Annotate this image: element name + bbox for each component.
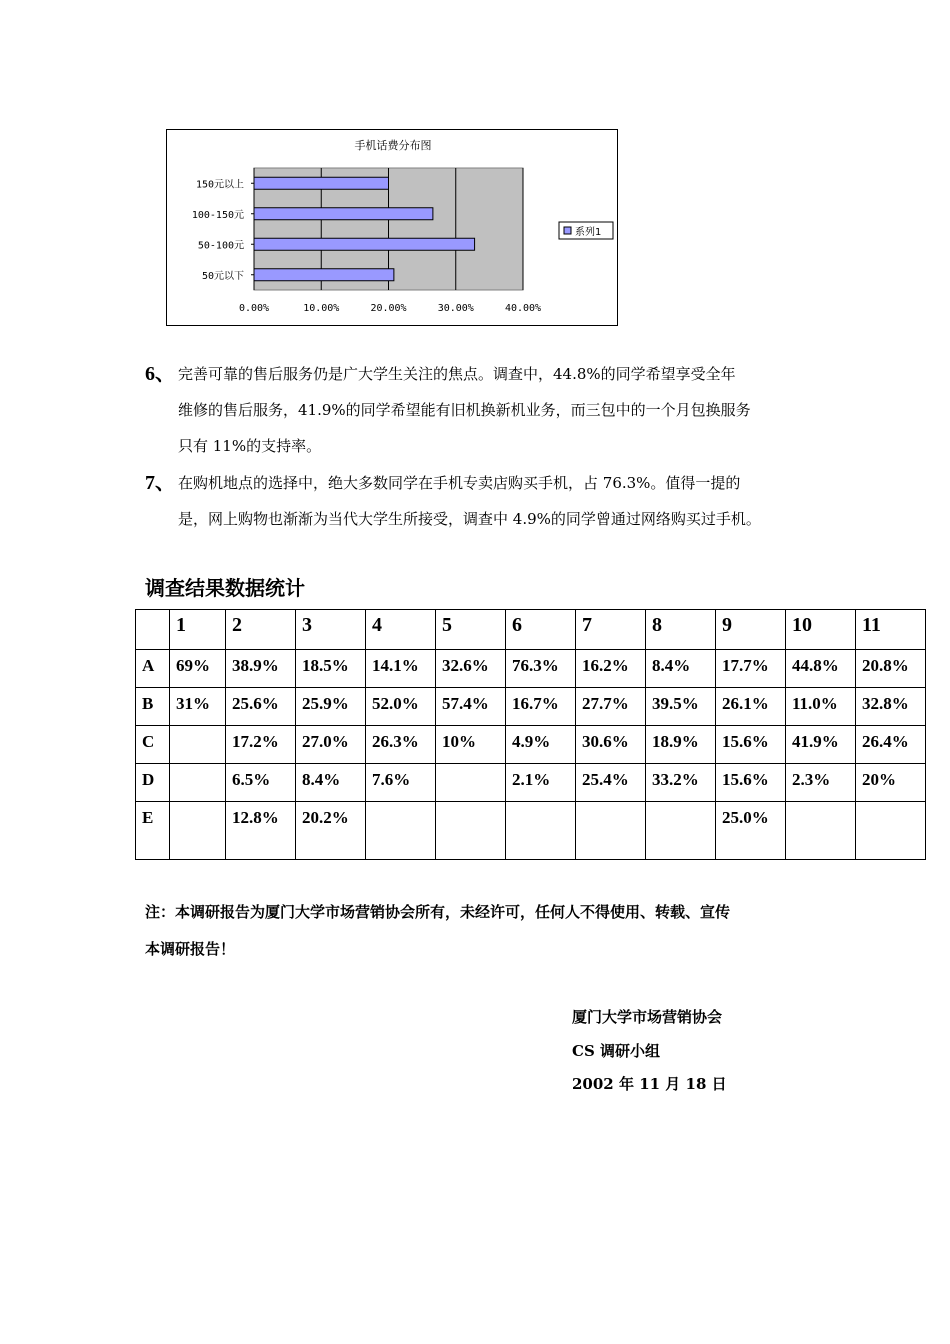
table-cell: 25.4% [576,764,646,802]
table-cell: 25.9% [296,688,366,726]
table-cell: 20.8% [856,650,926,688]
column-header: 4 [366,610,436,650]
table-cell [170,764,226,802]
table-cell: 32.8% [856,688,926,726]
table-row [136,726,926,764]
x-tick-label: 0.00% [238,303,270,314]
column-header: 9 [716,610,786,650]
table-cell: 8.4% [646,650,716,688]
column-header: 2 [226,610,296,650]
column-header [136,610,170,650]
table-cell: 17.2% [226,726,296,764]
table-cell: 15.6% [716,726,786,764]
row-label: C [136,726,170,764]
item-text-line: 维修的售后服务，41.9%的同学希望能有旧机换新机业务，而三包中的一个月包换服务 [178,401,751,419]
item-number: 7、 [145,472,175,494]
table-cell: 69% [170,650,226,688]
table-cell: 33.2% [646,764,716,802]
table-cell: 27.0% [296,726,366,764]
table-cell [170,726,226,764]
table-cell: 30.6% [576,726,646,764]
table-cell: 38.9% [226,650,296,688]
bar [254,269,394,281]
item-text-line: 是，网上购物也渐渐为当代大学生所接受，调查中 4.9%的同学曾通过网络购买过手机。 [178,510,761,528]
signature-org: 厦门大学市场营销协会 [572,1008,723,1026]
table-cell [576,802,646,860]
table-cell [506,802,576,860]
table-cell: 25.0% [716,802,786,860]
table-cell: 6.5% [226,764,296,802]
table-cell: 17.7% [716,650,786,688]
table-cell [436,764,506,802]
table-cell: 31% [170,688,226,726]
table-cell: 44.8% [786,650,856,688]
table-cell: 18.5% [296,650,366,688]
column-header: 5 [436,610,506,650]
table-cell: 26.4% [856,726,926,764]
item-text-line: 完善可靠的售后服务仍是广大学生关注的焦点。调查中，44.8%的同学希望享受全年 [178,365,736,383]
copyright-note-line2: 本调研报告！ [145,940,236,958]
table-row [136,688,926,726]
table-cell [436,802,506,860]
chart-container [166,129,618,326]
row-label: B [136,688,170,726]
item-number: 6、 [145,363,175,385]
stats-table [135,609,926,860]
table-cell: 7.6% [366,764,436,802]
table-cell [366,802,436,860]
column-header: 11 [856,610,926,650]
table-cell: 10% [436,726,506,764]
x-tick-label: 10.00% [303,303,340,314]
table-cell: 11.0% [786,688,856,726]
table-cell: 20% [856,764,926,802]
x-tick-label: 30.00% [437,303,474,314]
table-cell: 32.6% [436,650,506,688]
table-cell: 8.4% [296,764,366,802]
x-tick-label: 40.00% [504,303,542,314]
copyright-note-line1: 注：本调研报告为厦门大学市场营销协会所有，未经许可，任何人不得使用、转载、宣传 [145,903,731,921]
y-tick-label: 150元以上 [195,179,244,191]
item-text-line: 只有 11%的支持率。 [178,437,322,455]
row-label: E [136,802,170,860]
table-row [136,802,926,860]
column-header: 10 [786,610,856,650]
column-header: 7 [576,610,646,650]
table-cell: 27.7% [576,688,646,726]
table-cell: 57.4% [436,688,506,726]
stats-title: 调查结果数据统计 [145,576,305,600]
table-row [136,764,926,802]
table-cell: 26.3% [366,726,436,764]
y-tick-label: 100-150元 [191,209,244,221]
table-cell: 39.5% [646,688,716,726]
y-tick-label: 50-100元 [197,240,244,252]
chart-title: 手机话费分布图 [354,139,432,152]
table-cell: 25.6% [226,688,296,726]
table-cell: 4.9% [506,726,576,764]
table-cell: 12.8% [226,802,296,860]
table-cell: 18.9% [646,726,716,764]
signature-team: CS 调研小组 [572,1042,660,1060]
table-cell [856,802,926,860]
row-label: D [136,764,170,802]
table-cell: 14.1% [366,650,436,688]
table-cell [786,802,856,860]
table-cell [646,802,716,860]
column-header: 6 [506,610,576,650]
item-text-line: 在购机地点的选择中，绝大多数同学在手机专卖店购买手机，占 76.3%。值得一提的 [178,474,741,492]
table-cell: 16.2% [576,650,646,688]
bar-chart [167,130,619,327]
table-cell [170,802,226,860]
table-cell: 26.1% [716,688,786,726]
table-cell: 52.0% [366,688,436,726]
row-label: A [136,650,170,688]
x-tick-label: 20.00% [370,303,407,314]
column-header: 1 [170,610,226,650]
column-header: 3 [296,610,366,650]
bar [254,208,433,220]
table-cell: 16.7% [506,688,576,726]
column-header: 8 [646,610,716,650]
legend-swatch [564,227,571,234]
table-header-row [136,610,926,650]
table-row [136,650,926,688]
legend-label: 系列1 [575,227,602,238]
table-cell: 2.3% [786,764,856,802]
bar [254,238,475,250]
table-cell: 76.3% [506,650,576,688]
table-cell: 41.9% [786,726,856,764]
table-cell: 2.1% [506,764,576,802]
table-cell: 15.6% [716,764,786,802]
y-tick-label: 50元以下 [201,270,244,282]
signature-date: 2002 年 11 月 18 日 [572,1075,727,1093]
table-cell: 20.2% [296,802,366,860]
bar [254,177,389,189]
